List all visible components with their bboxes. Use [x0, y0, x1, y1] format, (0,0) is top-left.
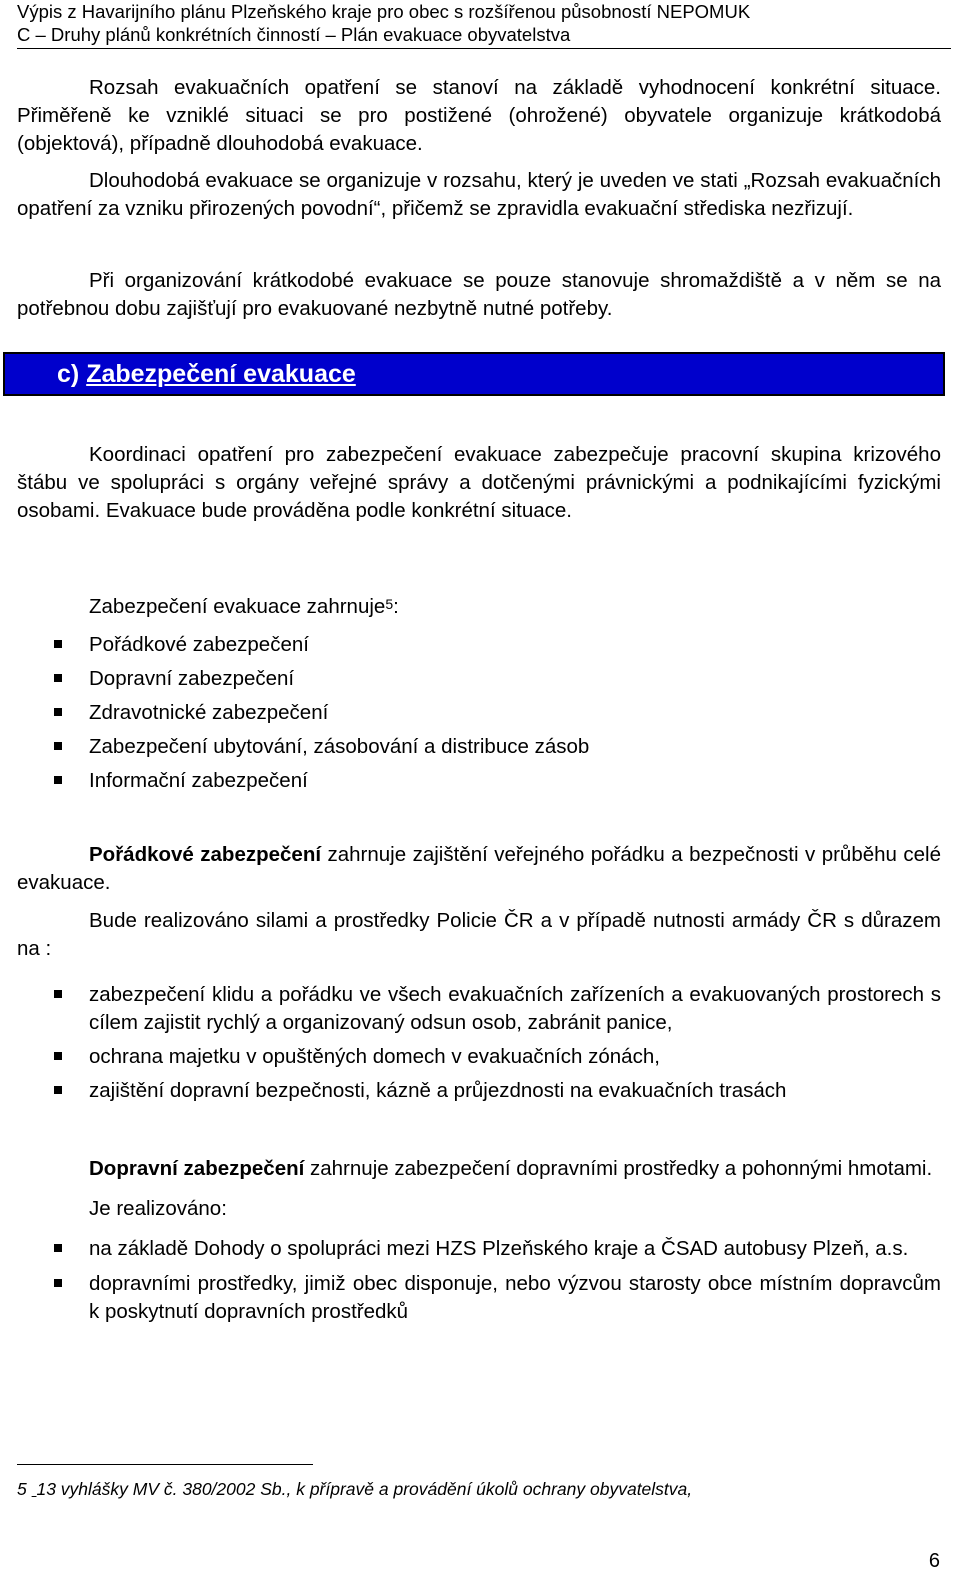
document-page — [17, 0, 951, 320]
order-text: zahrnuje zajištění veřejného pořádku a bezpečnosti v průběhu celé evakuace. — [17, 843, 941, 894]
header-line-1: Výpis z Havarijního plánu Plzeňského kraje pro obec s rozšířenou působností NEPOMUK — [17, 1, 751, 22]
square-bullet-icon — [54, 708, 62, 716]
square-bullet-icon — [54, 742, 62, 750]
intro-paragraph-3: Při organizování krátkodobé evakuace se pouze stanovuje shromaždiště a v něm se na potřebnou dobu zajišťují pro evakuované nezbytně nutné potřeby. — [17, 269, 941, 320]
list-item-text: Pořádkové zabezpečení — [89, 633, 309, 656]
order-paragraph — [17, 841, 941, 897]
section-prefix: c) — [57, 360, 80, 388]
square-bullet-icon — [54, 1279, 62, 1287]
section-heading-bar — [3, 352, 945, 396]
order-block — [17, 841, 941, 1105]
square-bullet-icon — [54, 674, 62, 682]
list-item — [17, 1270, 941, 1326]
list-item — [17, 1043, 941, 1071]
list-item-text: Zabezpečení ubytování, zásobování a distribuce zásob — [89, 735, 590, 758]
includes-block — [17, 590, 941, 795]
includes-colon: : — [393, 595, 399, 618]
coordination-paragraph: Koordinaci opatření pro zabezpečení evakuace zabezpečuje pracovní skupina krizového štábu ve spolupráci s orgány veřejné správy a dotčenými právnickými a podnikajícími fyzickými osobami. Evakuace bude prováděna podle konkrétní situace. — [17, 443, 941, 522]
square-bullet-icon — [54, 776, 62, 784]
transport-paragraph — [17, 1155, 941, 1183]
page-header — [17, 0, 951, 49]
includes-lead-text: Zabezpečení evakuace zahrnuje — [89, 595, 386, 618]
square-bullet-icon — [54, 1052, 62, 1060]
list-item — [17, 981, 941, 1037]
page-number: 6 — [928, 1550, 940, 1572]
order-forces-paragraph: Bude realizováno silami a prostředky Policie ČR a v případě nutnosti armády ČR s důrazem na : — [17, 909, 941, 960]
order-term: Pořádkové zabezpečení — [89, 843, 322, 866]
footnote-number: 5 — [17, 1479, 27, 1499]
includes-list — [17, 631, 941, 795]
intro-paragraph-1: Rozsah evakuačních opatření se stanoví na základě vyhodnocení konkrétní situace. Přiměřeně ke vzniklé situaci se pro postižené (ohrožené) obyvatele organizuje krátkodobá (objektová), případně dlouhodobá evakuace. — [17, 76, 941, 155]
order-list — [17, 981, 941, 1105]
list-item — [17, 699, 941, 727]
list-item-text: Dopravní zabezpečení — [89, 667, 295, 690]
list-item-text: zabezpečení klidu a pořádku ve všech evakuačních zařízeních a evakuovaných prostorech s cílem zajistit rychlý a organizovaný odsun osob, zabránit panice, — [89, 983, 941, 1034]
footnote-text: 13 vyhlášky MV č. 380/2002 Sb., k přípravě a provádění úkolů ochrany obyvatelstva, — [36, 1479, 693, 1499]
list-item — [17, 1077, 941, 1105]
list-item-text: ochrana majetku v opuštěných domech v evakuačních zónách, — [89, 1045, 660, 1068]
transport-list — [17, 1235, 941, 1326]
transport-realized: Je realizováno: — [89, 1197, 227, 1220]
section-title: Zabezpečení evakuace — [86, 360, 356, 388]
square-bullet-icon — [54, 1244, 62, 1252]
list-item-text: dopravními prostředky, jimiž obec disponuje, nebo výzvou starosty obce místním dopravcům k poskytnutí dopravních prostředků — [89, 1272, 941, 1323]
square-bullet-icon — [54, 1086, 62, 1094]
list-item — [17, 767, 941, 795]
list-item — [17, 665, 941, 693]
transport-block — [17, 1155, 941, 1326]
footnote-ref: 5 — [385, 596, 394, 612]
square-bullet-icon — [54, 990, 62, 998]
list-item-text: na základě Dohody o spolupráci mezi HZS Plzeňského kraje a ČSAD autobusy Plzeň, a.s. — [89, 1237, 909, 1260]
includes-lead — [17, 590, 941, 621]
intro-paragraph-2: Dlouhodobá evakuace se organizuje v rozsahu, který je uveden ve stati „Rozsah evakuačních opatření za vzniku přirozených povodní“, přičemž se zpravidla evakuační střediska nezřizují. — [17, 169, 941, 220]
header-line-2: C – Druhy plánů konkrétních činností – Plán evakuace obyvatelstva — [17, 24, 571, 45]
list-item-text: Informační zabezpečení — [89, 769, 308, 792]
list-item-text: Zdravotnické zabezpečení — [89, 701, 329, 724]
list-item — [17, 631, 941, 659]
footnote — [17, 1478, 692, 1500]
transport-term: Dopravní zabezpečení — [89, 1157, 305, 1180]
list-item-text: zajištění dopravní bezpečnosti, kázně a průjezdnosti na evakuačních trasách — [89, 1079, 787, 1102]
footnote-divider — [17, 1464, 313, 1465]
list-item — [17, 1235, 941, 1263]
square-bullet-icon — [54, 640, 62, 648]
transport-text: zahrnuje zabezpečení dopravními prostředky a pohonnými hmotami. — [304, 1157, 933, 1180]
list-item — [17, 733, 941, 761]
